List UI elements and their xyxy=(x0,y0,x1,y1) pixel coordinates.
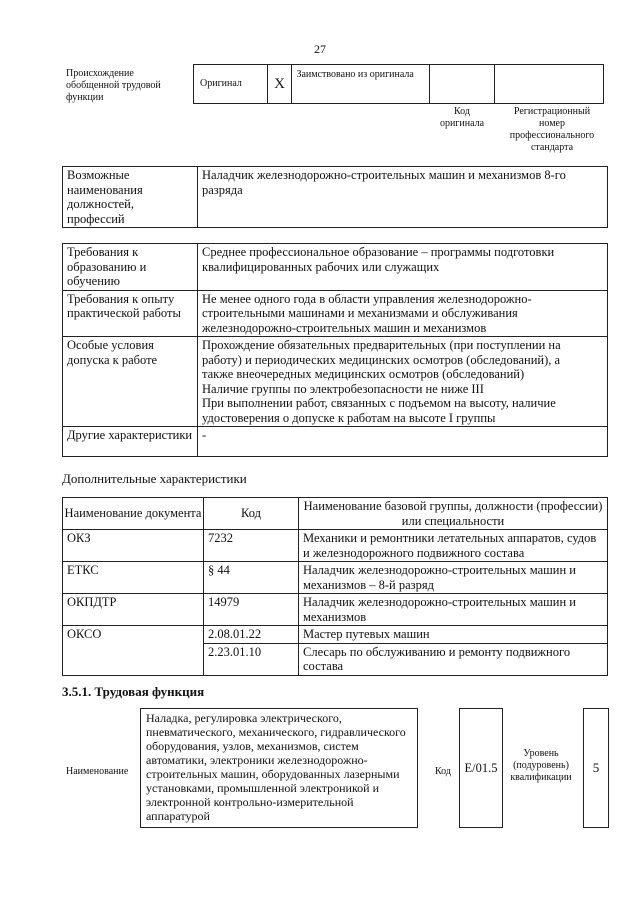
table-row xyxy=(63,626,608,644)
req-line: также внеочередных медицинских осмотров (обследований) xyxy=(202,367,525,381)
row-doc: ОКПДТР xyxy=(63,594,204,626)
req-other-value: - xyxy=(198,427,608,457)
req-line: строительными машинами и механизмами и обслуживания xyxy=(202,306,518,320)
row-code: 2.08.01.22 xyxy=(204,626,299,644)
row-name: Наладчик железнодорожно-строительных машин и механизмов – 8-й разряд xyxy=(299,562,608,594)
req-line: железнодорожно-строительных машин и механизмов xyxy=(202,320,487,335)
lf-level-label: Уровень (подуровень) квалификации xyxy=(510,748,572,783)
origin-mark: X xyxy=(267,65,292,104)
req-line: Среднее профессиональное образование – программы подготовки xyxy=(202,245,555,259)
col-header-document: Наименование документа xyxy=(63,498,204,530)
col-header-code: Код xyxy=(204,498,299,530)
lf-level-value: 5 xyxy=(583,708,609,828)
labor-function-heading: 3.5.1. Трудовая функция xyxy=(62,684,205,699)
origin-code-cell xyxy=(430,65,494,104)
req-line: При выполнении работ, связанных с подъемом на высоту, наличие xyxy=(202,396,556,410)
row-code: 2.23.01.10 xyxy=(204,643,299,675)
req-line: Наличие группы по электробезопасности не ниже III xyxy=(202,381,484,396)
req-line: квалифицированных рабочих или служащих xyxy=(202,259,440,274)
row-code: § 44 xyxy=(204,562,299,594)
requirements-table xyxy=(62,243,608,457)
req-experience-value xyxy=(198,290,608,337)
origin-label: Происхождение обобщенной трудовой функции xyxy=(66,68,161,103)
req-conditions-label: Особые условия допуска к работе xyxy=(63,337,198,427)
row-code: 14979 xyxy=(204,594,299,626)
req-line: Прохождение обязательных предварительных (при поступлении на xyxy=(202,338,561,352)
row-name: Мастер путевых машин xyxy=(299,626,608,644)
origin-original: Оригинал xyxy=(194,65,268,104)
positions-value: Наладчик железнодорожно-строительных машин и механизмов 8-го разряда xyxy=(198,167,608,228)
row-doc: ОКСО xyxy=(63,626,204,676)
page-number: 27 xyxy=(314,42,326,56)
req-education-value xyxy=(198,244,608,291)
req-education-label: Требования к образованию и обучению xyxy=(63,244,198,291)
additional-table xyxy=(62,497,608,676)
row-name: Механики и ремонтники летательных аппаратов, судов и железнодорожного подвижного состава xyxy=(299,530,608,562)
origin-reg-caption: Регистрационный номер профессионального стандарта xyxy=(509,106,595,153)
req-experience-label: Требования к опыту практической работы xyxy=(63,290,198,337)
origin-reg-cell xyxy=(494,65,603,104)
origin-code-caption: Код оригинала xyxy=(439,106,485,129)
table-row xyxy=(63,530,608,562)
lf-code-value: E/01.5 xyxy=(459,708,503,828)
row-name: Наладчик железнодорожно-строительных машин и механизмов xyxy=(299,594,608,626)
lf-name-label: Наименование xyxy=(66,766,129,777)
lf-code-label: Код xyxy=(435,766,451,777)
req-other-label: Другие характеристики xyxy=(63,427,198,457)
col-header-name: Наименование базовой группы, должности (профессии) или специальности xyxy=(299,498,608,530)
req-line: Не менее одного года в области управления железнодорожно- xyxy=(202,291,532,306)
req-conditions-value xyxy=(198,337,608,427)
additional-heading: Дополнительные характеристики xyxy=(62,471,247,486)
row-name: Слесарь по обслуживанию и ремонту подвижного состава xyxy=(299,643,608,675)
origin-borrowed: Заимствовано из оригинала xyxy=(292,65,430,104)
table-row xyxy=(63,594,608,626)
row-code: 7232 xyxy=(204,530,299,562)
row-doc: ЕТКС xyxy=(63,562,204,594)
req-line: работу) и периодических медицинских осмотров (обследований), а xyxy=(202,352,561,367)
row-doc: ОКЗ xyxy=(63,530,204,562)
lf-name-value: Наладка, регулировка электрического, пневматического, механического, гидравлического оборудования, узлов, механизмов, систем автоматики, электроники железнодорожно-строительных машин, оборудованных лазерными установками, промышленной электроникой и электронной контрольно-измерительной аппаратурой xyxy=(140,708,418,828)
positions-table xyxy=(62,166,608,228)
origin-table xyxy=(193,64,604,104)
positions-label: Возможные наименования должностей, профессий xyxy=(63,167,198,228)
req-line: удостоверения о допуске к работам на высоте I группы xyxy=(202,410,496,425)
table-row xyxy=(63,562,608,594)
